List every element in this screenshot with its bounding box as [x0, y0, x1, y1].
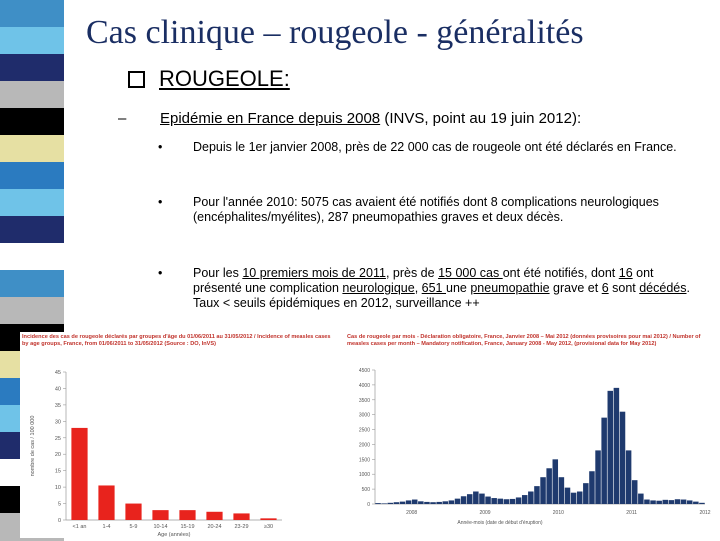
y-tick-label: 2500 [358, 427, 370, 434]
x-tick-label: 1-4 [102, 524, 111, 530]
bar [565, 488, 571, 504]
bar [388, 503, 394, 504]
bar [656, 501, 662, 504]
age-incidence-figure [20, 332, 340, 538]
bar [644, 500, 650, 504]
level1-text: ROUGEOLE: [159, 66, 290, 91]
bullet-dot: • [158, 195, 163, 209]
y-tick-label: 10 [54, 485, 61, 492]
bar [412, 500, 418, 504]
x-year-label: 2009 [479, 510, 491, 516]
x-tick-label: 15-19 [180, 524, 195, 530]
y-tick-label: 3500 [358, 397, 370, 404]
bar [638, 494, 644, 504]
x-tick-label: 20-24 [207, 524, 222, 530]
txt: ont présenté une complication [193, 266, 654, 295]
bar [424, 502, 430, 504]
bar [430, 502, 436, 504]
bar [675, 499, 681, 504]
bar [595, 450, 601, 504]
sidebar-stripe [0, 270, 64, 298]
y-tick-label: 4500 [358, 368, 370, 374]
x-year-label: 2012 [699, 510, 711, 516]
txt-u: 651 [421, 281, 446, 295]
txt: sont [608, 281, 640, 295]
bar [400, 502, 406, 504]
txt-u: neurologique [342, 281, 415, 295]
bar [394, 502, 400, 504]
bar [504, 499, 510, 504]
x-tick-label: 10-14 [153, 524, 168, 530]
bar [589, 471, 595, 504]
txt: une [446, 281, 471, 295]
x-axis-label: Age (années) [157, 532, 191, 538]
bar [449, 500, 455, 504]
y-tick-label: 45 [54, 370, 61, 376]
txt: . Taux < seuils épidémiques en 2012, surveillance ++ [193, 281, 690, 310]
bar [461, 496, 467, 504]
bar [546, 468, 552, 504]
x-tick-label: 23-29 [234, 524, 249, 530]
bullet-text: Depuis le 1er janvier 2008, près de 22 000 cas de rougeole ont été déclarés en France. [193, 140, 677, 154]
txt-u: décédés [639, 281, 687, 295]
bar [152, 510, 168, 520]
x-year-label: 2011 [626, 510, 638, 516]
bar [540, 477, 546, 504]
y-tick-label: 2000 [358, 442, 370, 449]
sidebar-stripe [0, 162, 64, 190]
bar [436, 502, 442, 504]
bar [577, 491, 583, 504]
txt-u: 15 000 cas [438, 266, 503, 280]
right-chart-svg [345, 332, 715, 538]
bar [663, 500, 669, 504]
txt-u: pneumopathie [470, 281, 550, 295]
y-tick-label: 4000 [358, 382, 370, 389]
bar [614, 388, 620, 504]
bar [98, 485, 114, 520]
y-tick-label: 20 [54, 452, 61, 459]
txt: , [414, 281, 422, 295]
sidebar-stripe [0, 27, 64, 55]
txt-u: 10 premiers mois de 2011 [242, 266, 386, 280]
sidebar-stripe [0, 243, 64, 271]
bar [479, 494, 485, 504]
bullet-dot: • [158, 266, 163, 280]
bar [528, 491, 534, 504]
checkbox-square-icon [128, 71, 145, 88]
y-tick-label: 0 [57, 518, 61, 524]
y-tick-label: 35 [54, 402, 61, 409]
y-tick-label: 15 [54, 468, 61, 475]
x-tick-label: <1 an [72, 524, 87, 530]
bullet-dot: • [158, 140, 163, 154]
bar [485, 497, 491, 504]
y-tick-label: 0 [367, 502, 370, 508]
bar [125, 504, 141, 520]
level1-item [128, 66, 290, 92]
bar [179, 510, 195, 520]
bar [559, 477, 565, 504]
bar [608, 391, 614, 504]
sidebar-stripe [0, 81, 64, 109]
bar [381, 503, 387, 504]
bar [260, 518, 276, 520]
bar [375, 503, 381, 504]
monthly-cases-figure [345, 332, 715, 538]
y-tick-label: 5 [57, 501, 61, 508]
y-tick-label: 3000 [358, 412, 370, 419]
bar [699, 503, 705, 504]
bar [626, 450, 632, 504]
bar [620, 412, 626, 504]
txt: Pour les [193, 266, 243, 280]
slide-title: Cas clinique – rougeole - généralités [86, 14, 584, 51]
sidebar-stripe [0, 189, 64, 217]
bar [583, 483, 589, 504]
y-tick-label: 25 [54, 435, 61, 442]
bullet-item-1 [158, 140, 693, 155]
bar [443, 501, 449, 504]
bar [510, 499, 516, 504]
bar [534, 486, 540, 504]
x-axis-label: Année-mois (date de début d'éruption) [457, 520, 543, 526]
bar [406, 500, 412, 504]
txt-u: 6 [601, 281, 609, 295]
bar [669, 500, 675, 504]
left-chart-title: Incidence des cas de rougeole déclarés par groupes d'âge du 01/06/2011 au 31/05/2012 / Incidence of measles cases by age groups, France, from 01/06/2011 to 31/05/2012 (Source : DO, InVS) [22, 334, 331, 347]
bar [473, 491, 479, 504]
left-chart-svg [20, 332, 340, 538]
y-axis-label: nombre de cas / 100 000 [30, 415, 36, 477]
bar [71, 428, 87, 520]
bar [233, 513, 249, 520]
x-tick-label: ≥30 [263, 524, 274, 530]
bar [522, 495, 528, 504]
bar [467, 494, 473, 504]
bar [693, 502, 699, 504]
bullet-item-3 [158, 266, 693, 311]
level2-item [118, 110, 581, 127]
right-chart-title: Cas de rougeole par mois - Déclaration obligatoire, France, Janvier 2008 – Mai 2012 (données provisoires pour mai 2012) / Number of measles cases per month – Mandatory notification, France, January 2008 - May 2012, (provisional data for May 2012) [347, 334, 701, 347]
bar [553, 459, 559, 504]
y-tick-label: 500 [361, 487, 370, 494]
sidebar-stripe [0, 135, 64, 163]
txt: ont été notifiés, dont [502, 266, 619, 280]
x-tick-label: 5-9 [129, 524, 138, 530]
bar [571, 493, 577, 504]
bar [601, 418, 607, 504]
x-year-label: 2008 [406, 510, 418, 516]
bar [491, 498, 497, 504]
y-tick-label: 1500 [358, 457, 370, 464]
txt: , près de [385, 266, 439, 280]
y-tick-label: 30 [54, 419, 61, 426]
bar [498, 499, 504, 504]
bullet-item-2 [158, 195, 693, 225]
level2-main: Epidémie en France depuis 2008 [160, 110, 381, 127]
y-tick-label: 40 [54, 386, 61, 393]
x-year-label: 2010 [552, 510, 564, 516]
sidebar-stripe [0, 54, 64, 82]
bar [206, 512, 222, 520]
y-tick-label: 1000 [358, 472, 370, 479]
bar [516, 497, 522, 504]
sidebar-stripe [0, 297, 64, 325]
sidebar-stripe [0, 0, 64, 28]
txt-u: 16 [618, 266, 633, 280]
bar [650, 500, 656, 504]
bar [418, 501, 424, 504]
bullet-text: Pour l'année 2010: 5075 cas avaient été notifiés dont 8 complications neurologiques (encéphalites/myélites), 287 pneumopathies graves et deux décès. [193, 195, 659, 224]
sidebar-stripe [0, 216, 64, 244]
bar [681, 500, 687, 504]
bar [632, 480, 638, 504]
bar [687, 500, 693, 504]
level2-rest: (INVS, point au 19 juin 2012): [380, 110, 582, 127]
dash-bullet: – [118, 110, 127, 127]
bar [455, 499, 461, 504]
txt: grave et [549, 281, 602, 295]
bullet-text-3 [193, 266, 693, 311]
sidebar-stripe [0, 108, 64, 136]
